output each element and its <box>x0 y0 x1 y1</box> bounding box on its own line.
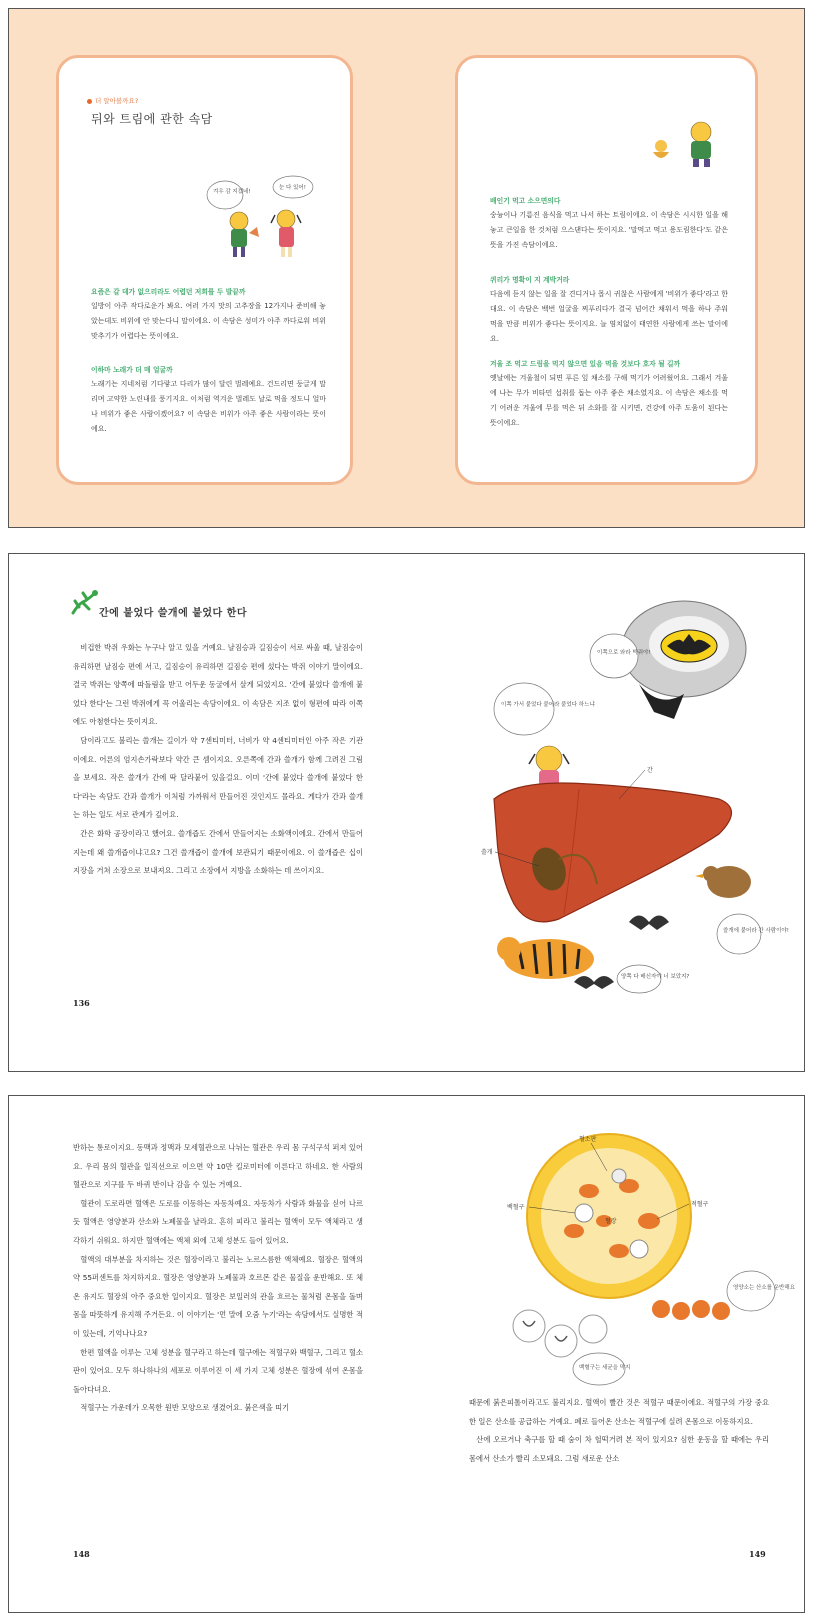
section-tag: 더 알아볼까요? <box>87 96 138 105</box>
left-card <box>56 55 353 485</box>
left-page-number: 148 <box>73 1549 90 1559</box>
card-title: 뒤와 트림에 관한 속담 <box>91 112 213 126</box>
paragraph-1: 일방이 아주 작다로운가 봐요. 여러 가지 맛의 고추장을 12가지나 준비해 놓았는데도 비위에 안 맞는다니 말이에요. 이 속담은 성미가 아주 까다로워 비위 맞추기가 어렵다는 뜻이에요. <box>91 302 326 340</box>
spread-page-2 <box>8 553 805 1072</box>
subheading-2: 이하마 노래가 더 매 얼굴까 <box>91 366 173 374</box>
paragraph: 산에 오르거나 축구를 할 때 숨이 차 헐떡거려 본 적이 있지요? 심한 운동을 할 때에는 우리 몸에서 산소가 빨리 소모돼요. 그럼 새로운 산소 <box>469 1435 769 1463</box>
paragraph: 때문에 붉은피톨이라고도 불리지요. 혈액이 빨간 것은 적혈구 때문이에요. 적혈구의 가장 중요한 일은 산소를 공급하는 거예요. 폐로 들어온 산소는 적혈구에 실려 온몸으로 이동하지요. <box>469 1398 769 1426</box>
paragraph-r2: 다음에 듣지 않는 일을 잘 견디거나 몹시 귀찮은 사람에게 '비위가 좋다'라고 한대요. 이 속담은 백번 얼굴을 찌푸리다가 결국 넘어간 채워서 먹을 하나 주워 먹을 만큼 비위가 좋다는 뜻이지요. 늘 염치없이 태연한 사람에게 쓰는 말이에요. <box>490 290 728 343</box>
wbc-label: 백혈구 <box>507 1204 525 1211</box>
rbc-label: 적혈구 <box>691 1201 709 1208</box>
gallbladder-label: 쓸개 <box>481 849 493 856</box>
liver-illustration <box>479 584 789 994</box>
bubble-right-text: 눈 다 있어! <box>279 185 306 191</box>
spread-page-3 <box>8 1095 805 1613</box>
paragraph: 혈관이 도로라면 혈액은 도로를 이동하는 자동차예요. 자동차가 사람과 화물을 싣어 나르듯 혈액은 영양분과 산소와 노폐물을 날라요. 흔히 피라고 불리는 혈액이 모두 액체라고 생각하기 쉬워요. 하지만 혈액에는 액체 외에 고체 성분도 들어 있어요. <box>73 1198 363 1245</box>
paragraph-2: 노래기는 지네처럼 기다랗고 다리가 많이 달린 벌레예요. 건드리면 둥글게 말리며 고약한 노린내를 풍기지요. 이처럼 역겨운 벌레도 날로 먹을 정도니 얼마나 비위가 좋은 사람이겠어요? 이 속담은 비위가 아주 좋은 사람이라는 뜻이에요. <box>91 380 326 433</box>
platelet-label: 혈소판 <box>579 1136 597 1143</box>
left-body-text <box>73 1139 363 1418</box>
paragraph-r1: 숭늉이나 기름진 음식을 먹고 나서 하는 트림이에요. 이 속담은 시시한 일을 해 놓고 큰일을 한 것처럼 으스댄다는 뜻이지요. '말먹고 먹고 용도림한다'도 같은 뜻을 가진 속담이에요. <box>490 211 728 249</box>
paragraph: 담이라고도 불리는 쓸개는 길이가 약 7센티미터, 너비가 약 4센티미터인 아주 작은 기관이에요. 어른의 엄지손가락보다 약간 큰 셈이지요. 오른쪽에 간과 쓸개가 함께 그려진 그림을 보세요. 작은 쓸개가 간에 딱 달라붙어 있을걸요. 이미 '간에 붙었다 쓸개에 붙었다 한다'라는 속담도 간과 쓸개가 이처럼 가까워서 만들어진 것인지도 몰라요. 게다가 간과 쓸개는 하는 일도 서로 관계가 깊어요. <box>73 735 363 820</box>
paragraph: 적혈구는 가운데가 오목한 원반 모양으로 생겼어요. 붉은색을 띠기 <box>80 1403 290 1413</box>
bubble-left-text: 겨우 감 지겠네! <box>213 189 251 195</box>
bubble-right: 영양소는 산소를 운반해요 <box>733 1285 795 1291</box>
bubble-top: 이쪽으로 와라 박쥐야! <box>597 650 651 656</box>
paragraph-r3: 옛날에는 겨울철이 되면 푸른 잎 채소를 구해 먹기가 어려웠어요. 그래서 겨울에 나는 무가 비타민 섭취를 돕는 아주 좋은 채소였지요. 이 속담은 채소를 먹기 어려운 겨울에 무를 먹은 뒤 소화를 잘 시키면, 건강에 아주 도움이 된다는 뜻이에요. <box>490 374 728 427</box>
kids-illustration <box>199 173 349 268</box>
right-body-text <box>469 1394 769 1468</box>
right-page-number: 149 <box>749 1549 766 1559</box>
paragraph: 반하는 통로이지요. 동맥과 정맥과 모세혈관으로 나뉘는 혈관은 우리 몸 구석구석 퍼져 있어요. 우리 몸의 혈관을 일직선으로 이으면 약 10만 킬로미터에 이른다고 하네요. 한 사람의 혈관으로 지구를 두 바퀴 반이나 감을 수 있는 거예요. <box>73 1143 363 1190</box>
subheading-r1: 배인기 먹고 소으면의다 <box>490 197 561 205</box>
liver-label: 간 <box>647 767 653 774</box>
paragraph: 간은 화학 공장이라고 했어요. 쓸개즙도 간에서 만들어지는 소화액이에요. 간에서 만들어지는데 왜 쓸개즙이냐고요? 그건 쓸개즙이 쓸개에 보관되기 때문이에요. 이 쓸개즙은 십이지장을 거쳐 소장으로 보내져요. 그리고 소장에서 지방을 소화하는 데 쓰이지요. <box>73 828 363 876</box>
bubble-girl: 이쪽 가서 붙었다 붙어라 붙었다 하느냐 <box>501 702 595 708</box>
paragraph: 비겁한 박쥐 우화는 누구나 알고 있을 거예요. 날짐승과 길짐승이 서로 싸울 때, 날짐승이 유리하면 날짐승 편에 서고, 길짐승이 유리하면 길짐승 편에 섰다는 박쥐 이야기 말이에요. 결국 박쥐는 양쪽에 따돌림을 받고 어두운 동굴에서 살게 되었지요. '간에 붙었다 쓸개에 붙었다 한다'는 그런 박쥐에게 꼭 어울리는 속담이에요. 이 속담은 지조 없이 형편에 따라 이쪽에도 아첨한다는 뜻이지요. <box>73 643 363 727</box>
spread-page-1 <box>8 8 805 528</box>
lizard-icon <box>69 589 99 619</box>
page-title: 간에 붙었다 쓸개에 붙었다 한다 <box>99 608 248 619</box>
right-card <box>455 55 758 485</box>
plasma-label: 혈장 <box>605 1218 617 1225</box>
subheading-r2: 퀴리가 명확이 지 계박거라 <box>490 276 570 284</box>
kids-illustration-2 <box>643 118 733 178</box>
page-number: 136 <box>73 998 90 1008</box>
subheading-r3: 겨울 조 먹고 드림을 먹지 않으면 있음 먹을 것보다 호자 될 길까 <box>490 360 681 368</box>
bubble-mid: 쓸개에 붙어라 간 사람이야! <box>723 928 789 934</box>
body-text <box>73 639 363 881</box>
paragraph: 한편 혈액을 이루는 고체 성분을 혈구라고 하는데 혈구에는 적혈구와 백혈구, 그리고 혈소판이 있어요. 모두 하나하나의 세포로 이루어진 이 세 가지 고체 성분은 혈장에 섞여 온몸을 돌아다녀요. <box>73 1347 363 1394</box>
blood-illustration <box>479 1131 795 1396</box>
paragraph: 혈액의 대부분을 차지하는 것은 혈장이라고 불리는 노르스름한 액체예요. 혈장은 혈액의 약 55퍼센트를 차지하지요. 혈장은 영양분과 노폐물과 호르몬 같은 물질을 운반해요. 또 체온 유지도 혈장의 아주 중요한 일이지요. 혈장은 보일러의 관을 흐르는 물처럼 온몸을 돌며 몸을 따뜻하게 유지해 주거든요. 이 이야기는 '먼 말에 오줌 누기'라는 속담에서도 실명한 적이 있는데, 기억나나요? <box>73 1254 363 1338</box>
bubble-low: 양쪽 다 배신자야 너 보았지? <box>621 974 690 980</box>
subheading-1: 요즘은 갈 데가 없으리라도 어렵던 저희를 두 발끝까 <box>91 288 246 296</box>
bubble-bottom: 백혈구는 세균을 막지 <box>579 1365 631 1371</box>
